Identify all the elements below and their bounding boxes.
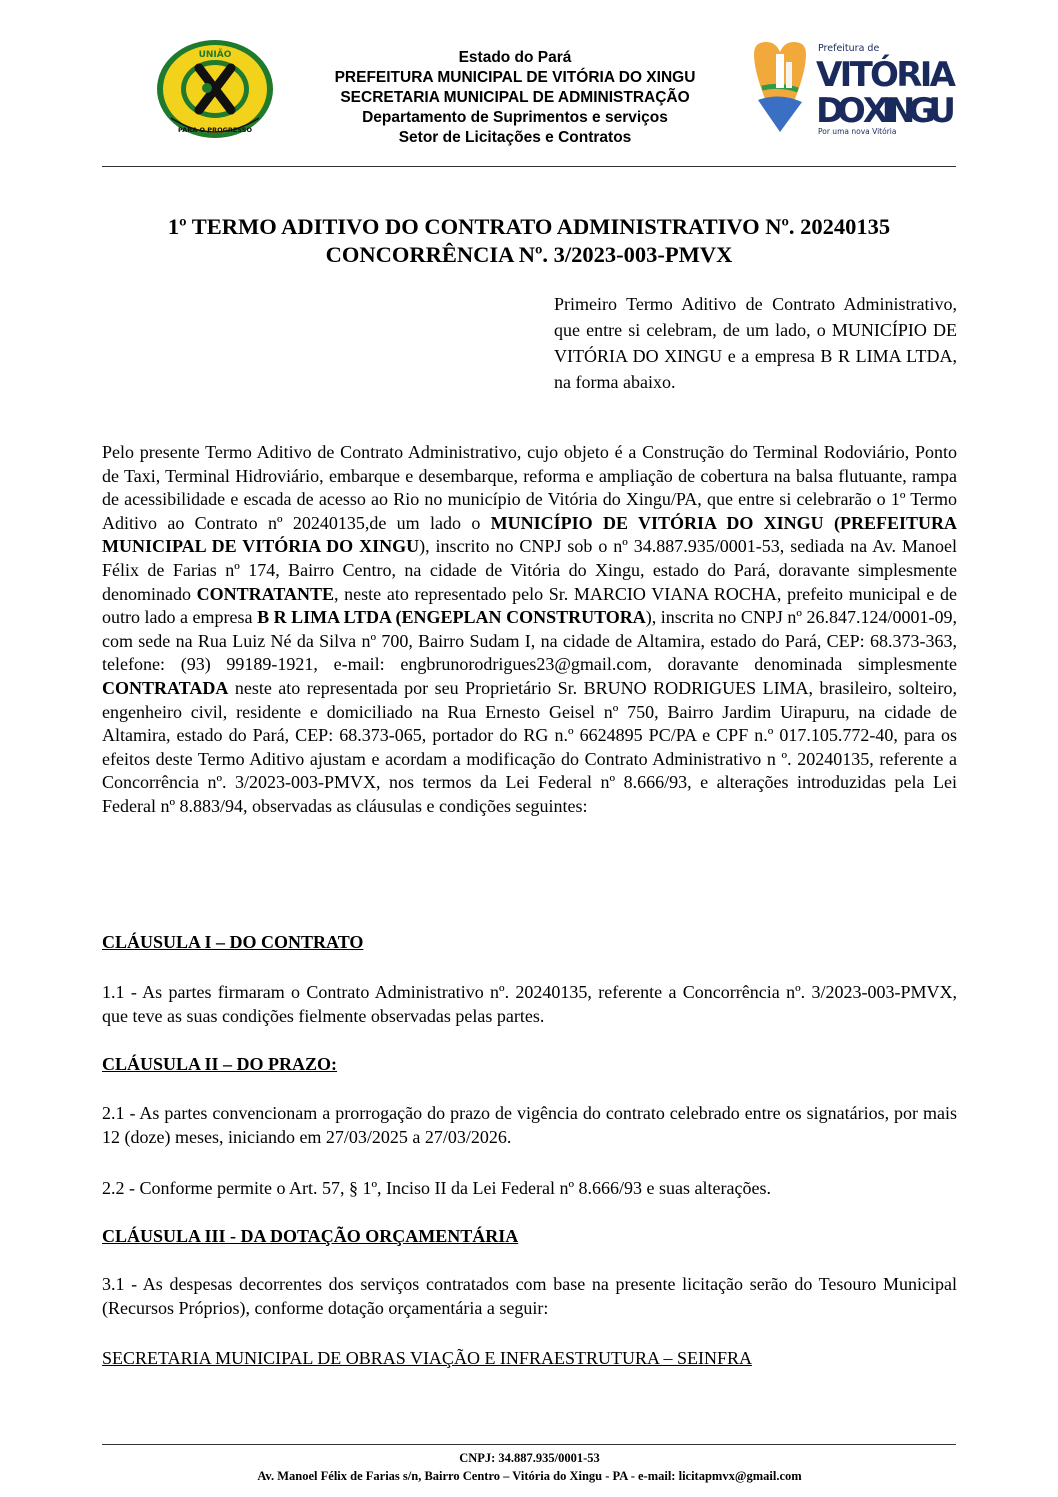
preamble-text-4: ), inscrita no CNPJ nº 26.847.124/0001-09, com sede na Rua Luiz Né da Silva nº 700, Bairro Sudam I, na cidade de Altamira, estado do Pará, CEP: 68.373-363, telefone: (93) 99189-1921, e-mail: engbrunorodrigues23@gmail.com, doravante denominada simplesmente: [102, 607, 957, 675]
clause-1-heading: CLÁUSULA I – DO CONTRATO: [102, 932, 364, 952]
contratada-term: CONTRATADA: [102, 677, 229, 698]
letterhead-sector: Setor de Licitações e Contratos: [398, 129, 632, 146]
clause-2-item-2: 2.2 - Conforme permite o Art. 57, § 1º, Inciso II da Lei Federal nº 8.666/93 e suas alterações.: [102, 1178, 771, 1198]
footer-address: Av. Manoel Félix de Farias s/n, Bairro Centro – Vitória do Xingu - PA - e-mail: licitapmvx@gmail.com: [257, 1469, 802, 1483]
preamble-text-3: , neste ato representado pelo Sr. MARCIO VIANA ROCHA, prefeito municipal e de outro lado a empresa: [102, 583, 958, 628]
clause-2-item-1: 2.1 - As partes convencionam a prorrogação do prazo de vigência do contrato celebrado entre os signatários, por mais 12 (doze) meses, iniciando em 27/03/2025 a 27/03/2026.: [102, 1103, 957, 1147]
letterhead: [290, 48, 740, 148]
preamble-text-2: ), inscrito no CNPJ sob o nº 34.887.935/0001-53, sediada na Av. Manoel Félix de Farias nº 174, Bairro Centro, na cidade de Vitória do Xingu, estado do Pará, doravante simplesmente denominado: [102, 536, 957, 604]
preamble-text-5: neste ato representada por seu Proprietário Sr. BRUNO RODRIGUES LIMA, brasileiro, solteiro, engenheiro civil, residente e domiciliado na Rua Ernesto Geisel nº 750, Bairro Jardim Uirapuru, na cidade de Altamira, estado do Pará, CEP: 68.373-065, portador do RG n.º 6624895 PC/PA e CPF n.º 017.105.772-40, para os efeitos deste Termo Aditivo ajustam e acordam a modificação do Contrato Administrativo n º. 20240135, referente a Concorrência nº. 3/2023-003-PMVX, nos termos da Lei Federal nº 8.666/93, e alterações introduzidas pela Lei Federal nº 8.883/94, observadas as cláusulas e condições seguintes:: [102, 677, 957, 816]
letterhead-secretariat: SECRETARIA MUNICIPAL DE ADMINISTRAÇÃO: [340, 89, 690, 106]
municipal-seal-icon: [155, 38, 275, 140]
footer-divider: [102, 1444, 956, 1445]
letterhead-department: Departamento de Suprimentos e serviços: [362, 109, 668, 126]
header-divider: [102, 166, 956, 167]
svg-text:VITÓRIA: VITÓRIA: [816, 55, 956, 95]
footer-cnpj: CNPJ: 34.887.935/0001-53: [459, 1451, 600, 1465]
clause-3-item-1: 3.1 - As despesas decorrentes dos serviços contratados com base na presente licitação serão do Tesouro Municipal (Recursos Próprios), conforme dotação orçamentária a seguir:: [102, 1274, 957, 1318]
clause-3-heading: CLÁUSULA III - DA DOTAÇÃO ORÇAMENTÁRIA: [102, 1226, 519, 1246]
clause-2-heading: CLÁUSULA II – DO PRAZO:: [102, 1054, 338, 1074]
preamble-paragraph: [102, 441, 957, 819]
contracting-party-name: MUNICÍPIO DE VITÓRIA DO XINGU (PREFEITURA MUNICIPAL DE VITÓRIA DO XINGU: [102, 512, 958, 557]
title-line-contract: 1º TERMO ADITIVO DO CONTRATO ADMINISTRATIVO Nº. 20240135: [167, 214, 891, 239]
svg-text:UNIÃO: UNIÃO: [198, 50, 232, 60]
svg-text:PARA O PROGRESSO: PARA O PROGRESSO: [178, 126, 252, 134]
svg-text:DO XINGU: DO XINGU: [816, 91, 956, 131]
preamble-text-1: Pelo presente Termo Aditivo de Contrato Administrativo, cujo objeto é a Construção do Terminal Rodoviário, Ponto de Taxi, Terminal Hidroviário, embarque e desembarque, reforma e ampliação de cobertura na balsa flutuante, rampa de acessibilidade e escada de acesso ao Rio no município de Vitória do Xingu/PA, que entre si celebrarão o 1º Termo Aditivo ao Contrato nº 20240135,de um lado o: [102, 442, 957, 533]
clause-1-item-1: 1.1 - As partes firmaram o Contrato Administrativo nº. 20240135, referente a Concorrência nº. 3/2023-003-PMVX, que teve as suas condições fielmente observadas pelas partes.: [102, 982, 957, 1026]
seinfra-heading: SECRETARIA MUNICIPAL DE OBRAS VIAÇÃO E INFRAESTRUTURA – SEINFRA: [102, 1348, 752, 1368]
svg-text:Por uma nova Vitória: Por uma nova Vitória: [818, 127, 897, 136]
summary-paragraph: Primeiro Termo Aditivo de Contrato Administrativo, que entre si celebram, de um lado, o MUNICÍPIO DE VITÓRIA DO XINGU e a empresa B R LIMA LTDA, na forma abaixo.: [554, 294, 957, 392]
document-title: [80, 213, 978, 269]
letterhead-city-hall: PREFEITURA MUNICIPAL DE VITÓRIA DO XINGU: [334, 69, 696, 86]
vitoria-do-xingu-logo-icon: [748, 40, 960, 136]
title-line-bid: CONCORRÊNCIA Nº. 3/2023-003-PMVX: [325, 242, 733, 267]
svg-text:Prefeitura de: Prefeitura de: [818, 43, 880, 54]
letterhead-state: Estado do Pará: [458, 49, 572, 66]
contratante-term: CONTRATANTE: [196, 583, 335, 604]
contracted-company-name: B R LIMA LTDA (ENGEPLAN CONSTRUTORA: [257, 607, 646, 628]
